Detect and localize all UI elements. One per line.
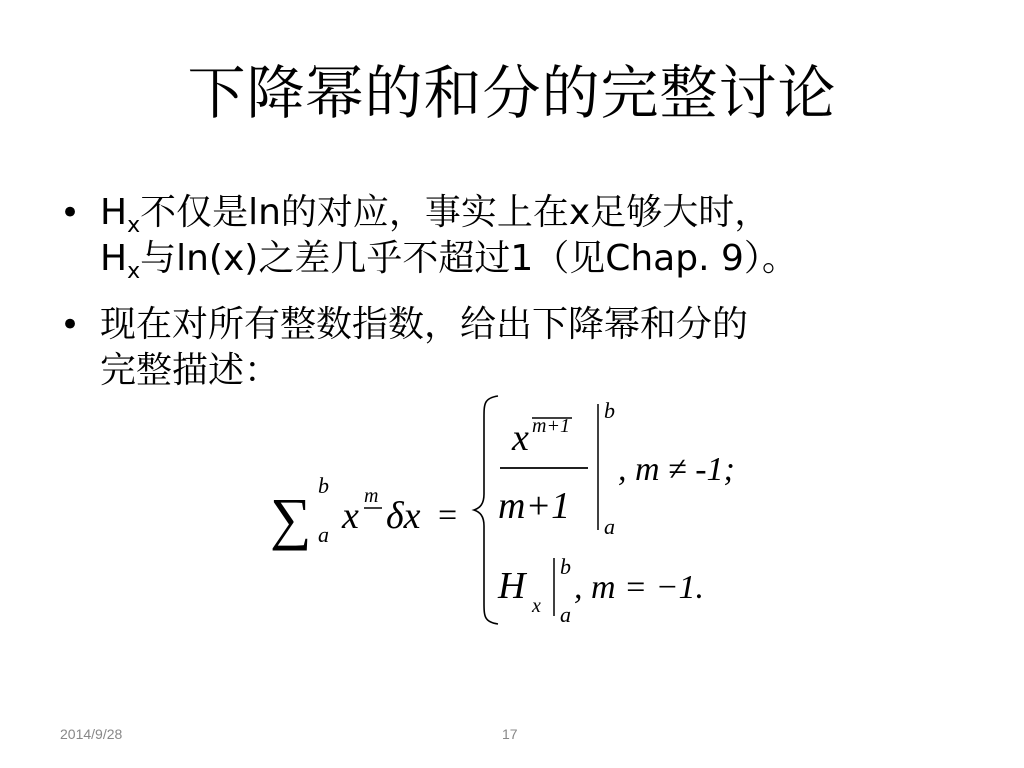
delta-x: δx	[386, 495, 421, 537]
fraction-numerator-x: x	[512, 417, 529, 459]
bullet-1-line-2	[100, 236, 960, 282]
bullet-1-text-1: 不仅是ln的对应，事实上在x足够大时，	[140, 192, 771, 233]
footer-date: 2014/9/28	[60, 726, 123, 742]
eval-upper-1: b	[604, 398, 615, 423]
bullet-item-1	[60, 190, 960, 282]
fraction-numerator-exponent: m+1	[532, 415, 570, 437]
slide-title: 下降幂的和分的完整讨论	[187, 59, 837, 127]
fraction-denominator: m+1	[498, 485, 571, 527]
eval-lower-2: a	[560, 602, 571, 627]
left-brace	[474, 396, 498, 624]
case-2-condition: , m = −1.	[574, 569, 704, 606]
eval-lower-1: a	[604, 514, 615, 539]
sum-upper-limit: b	[318, 473, 329, 498]
h-symbol: H	[100, 238, 128, 279]
sum-symbol: ∑	[270, 486, 312, 551]
sum-lower-limit: a	[318, 522, 329, 547]
sum-formula	[270, 390, 790, 630]
formula-svg	[270, 390, 790, 630]
h-symbol-formula: H	[498, 565, 526, 607]
bullet-2-line-1: 现在对所有整数指数，给出下降幂和分的	[100, 304, 749, 345]
m-exponent: m	[364, 485, 379, 507]
equals-sign: =	[438, 497, 458, 534]
bullet-2-line-2: 完整描述：	[100, 350, 281, 391]
bullet-list	[60, 190, 960, 414]
h-subscript-formula: x	[532, 595, 541, 617]
eval-upper-2: b	[560, 554, 571, 579]
page-number: 17	[502, 726, 518, 742]
case-1-condition: , m ≠ -1;	[618, 451, 735, 488]
bullet-1-text-2: 与ln(x)之差几乎不超过1（见Chap. 9）。	[140, 238, 798, 279]
bullet-dot: •	[60, 305, 81, 345]
bullet-1-line-1	[100, 190, 960, 236]
h-subscript: x	[127, 259, 141, 284]
x-variable: x	[342, 495, 359, 537]
h-symbol: H	[100, 192, 128, 233]
h-subscript: x	[127, 213, 141, 238]
bullet-dot: •	[60, 193, 81, 233]
bullet-item-2	[60, 302, 960, 394]
